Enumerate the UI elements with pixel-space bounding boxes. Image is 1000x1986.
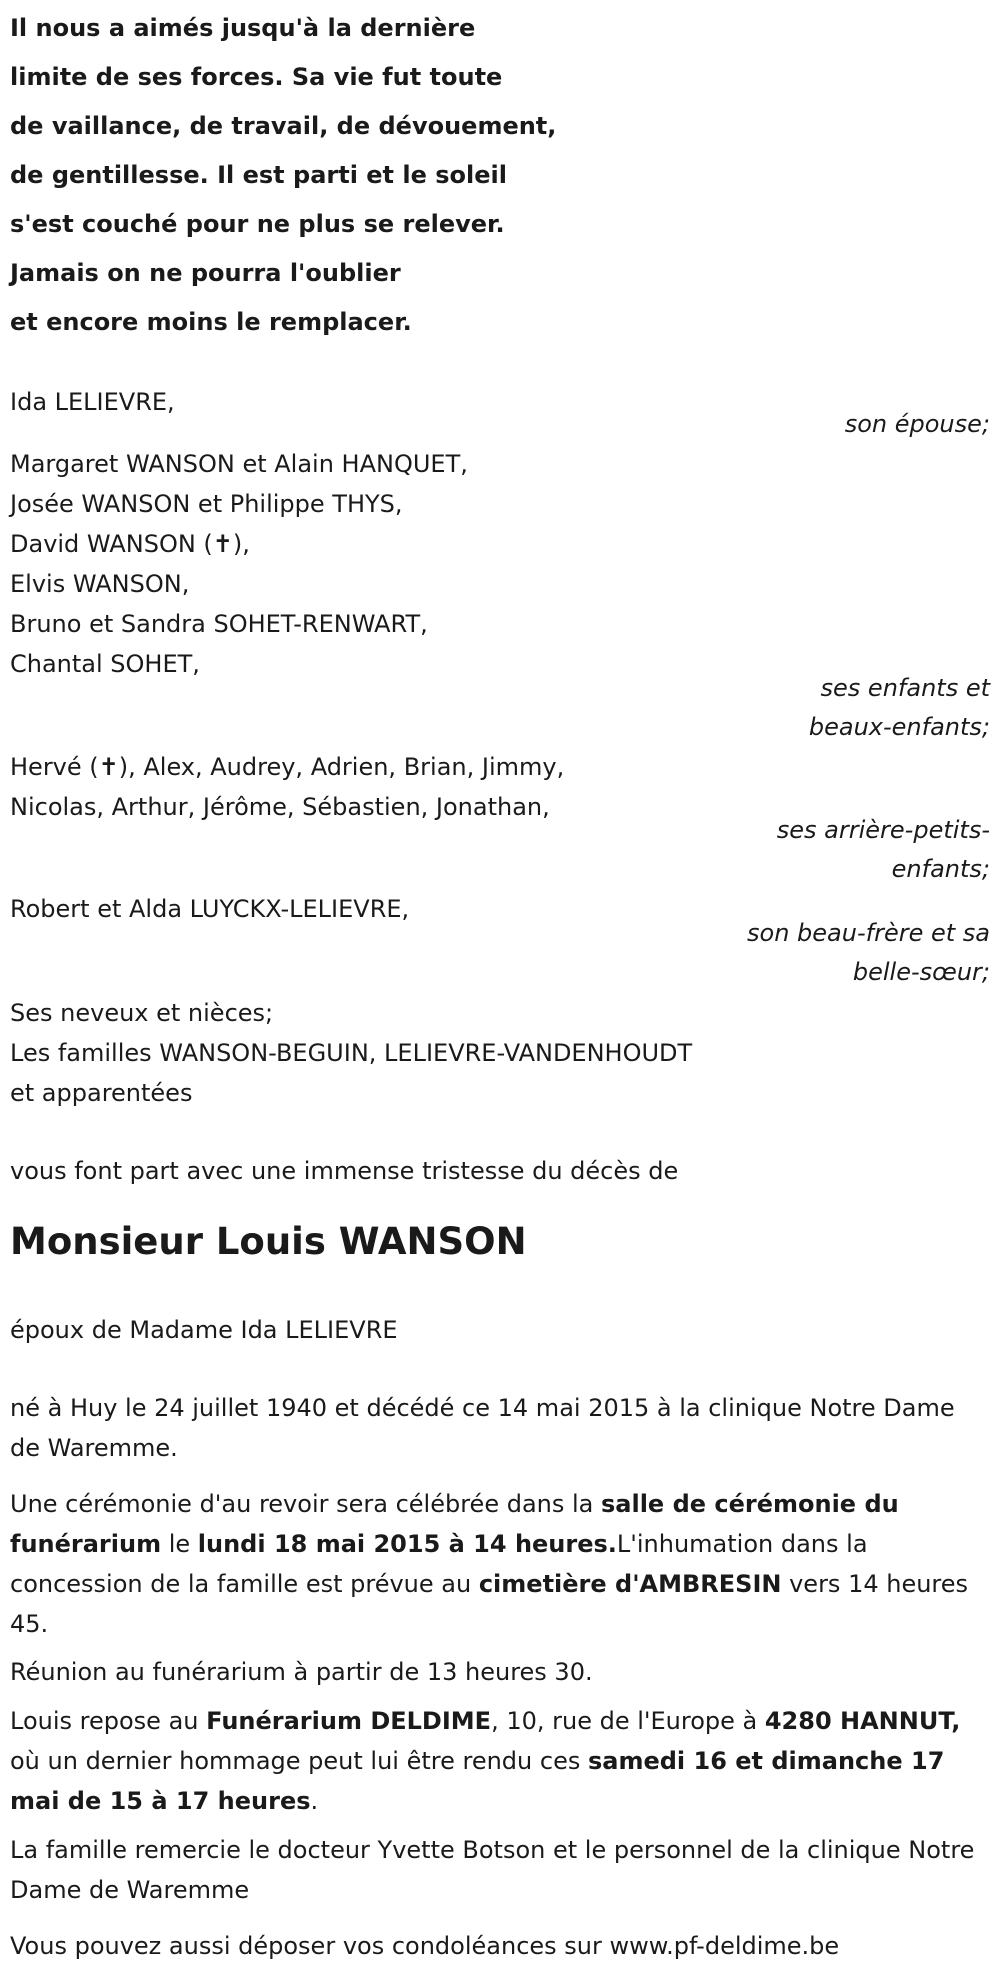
child-name: Chantal SOHET, bbox=[10, 650, 200, 678]
epitaph-line: s'est couché pour ne plus se relever. bbox=[10, 210, 505, 238]
ceremony-venue: salle de cérémonie du funérarium bbox=[10, 1490, 899, 1558]
other-family: Ses neveux et nièces; bbox=[10, 999, 274, 1027]
child-name: Bruno et Sandra SOHET-RENWART, bbox=[10, 610, 428, 638]
ceremony-text: vers 14 heures 45. bbox=[10, 1570, 969, 1638]
viewing-text: . bbox=[310, 1787, 319, 1815]
in-laws-role: belle-sœur; bbox=[852, 958, 990, 986]
cemetery: cimetière d'AMBRESIN bbox=[478, 1570, 782, 1598]
other-family: et apparentées bbox=[10, 1079, 193, 1107]
great-grandchildren: Hervé (✝), Alex, Audrey, Adrien, Brian, Jimmy, bbox=[10, 753, 565, 781]
deceased-name: Monsieur Louis WANSON bbox=[10, 1220, 527, 1263]
in-laws-role: son beau-frère et sa bbox=[747, 919, 990, 947]
child-name: Josée WANSON et Philippe THYS, bbox=[10, 490, 403, 518]
epitaph-line: de vaillance, de travail, de dévouement, bbox=[10, 112, 557, 140]
funeral-home: Funérarium DELDIME bbox=[206, 1707, 492, 1735]
great-grandchildren-role: ses arrière-petits- bbox=[776, 816, 990, 844]
children-role: ses enfants et bbox=[820, 674, 990, 702]
ceremony-date: lundi 18 mai 2015 à 14 heures. bbox=[197, 1530, 617, 1558]
epitaph-line: et encore moins le remplacer. bbox=[10, 308, 412, 336]
viewing-text: Louis repose au bbox=[10, 1707, 207, 1735]
in-laws: Robert et Alda LUYCKX-LELIEVRE, bbox=[10, 895, 410, 923]
viewing-paragraph bbox=[10, 1701, 990, 1821]
child-name: Margaret WANSON et Alain HANQUET, bbox=[10, 450, 468, 478]
spouse-name: Ida LELIEVRE, bbox=[10, 388, 175, 416]
ceremony-text: L'inhumation dans la concession de la famille est prévue au bbox=[10, 1530, 868, 1598]
other-family: Les familles WANSON-BEGUIN, LELIEVRE-VANDENHOUDT bbox=[10, 1039, 693, 1067]
epitaph-line: de gentillesse. Il est parti et le soleil bbox=[10, 161, 507, 189]
great-grandchildren: Nicolas, Arthur, Jérôme, Sébastien, Jonathan, bbox=[10, 793, 550, 821]
ceremony-text: le bbox=[161, 1530, 198, 1558]
child-name: David WANSON (✝), bbox=[10, 530, 250, 558]
epitaph-line: limite de ses forces. Sa vie fut toute bbox=[10, 63, 503, 91]
ceremony-paragraph bbox=[10, 1484, 990, 1644]
condolences: Vous pouvez aussi déposer vos condoléances sur www.pf-deldime.be bbox=[10, 1932, 840, 1960]
spouse-line: époux de Madame Ida LELIEVRE bbox=[10, 1316, 398, 1344]
announcement: vous font part avec une immense tristesse du décès de bbox=[10, 1157, 679, 1185]
thanks: La famille remercie le docteur Yvette Botson et le personnel de la clinique Notre Dame de Waremme bbox=[10, 1836, 975, 1904]
child-name: Elvis WANSON, bbox=[10, 570, 190, 598]
spouse-role: son épouse; bbox=[844, 410, 990, 438]
postal-city: 4280 HANNUT, bbox=[764, 1707, 961, 1735]
viewing-hours: samedi 16 et dimanche 17 mai de 15 à 17 heures bbox=[10, 1747, 945, 1815]
epitaph-line: Jamais on ne pourra l'oublier bbox=[10, 259, 401, 287]
great-grandchildren-role: enfants; bbox=[891, 855, 990, 883]
ceremony-text: Une cérémonie d'au revoir sera célébrée dans la bbox=[10, 1490, 601, 1518]
children-role: beaux-enfants; bbox=[808, 713, 990, 741]
birth-death: né à Huy le 24 juillet 1940 et décédé ce 14 mai 2015 à la clinique Notre Dame de Waremme. bbox=[10, 1394, 955, 1462]
viewing-text: , 10, rue de l'Europe à bbox=[491, 1707, 765, 1735]
reunion: Réunion au funérarium à partir de 13 heures 30. bbox=[10, 1658, 593, 1686]
viewing-text: où un dernier hommage peut lui être rendu ces bbox=[10, 1747, 588, 1775]
epitaph-line: Il nous a aimés jusqu'à la dernière bbox=[10, 14, 476, 42]
epitaph bbox=[10, 4, 610, 347]
